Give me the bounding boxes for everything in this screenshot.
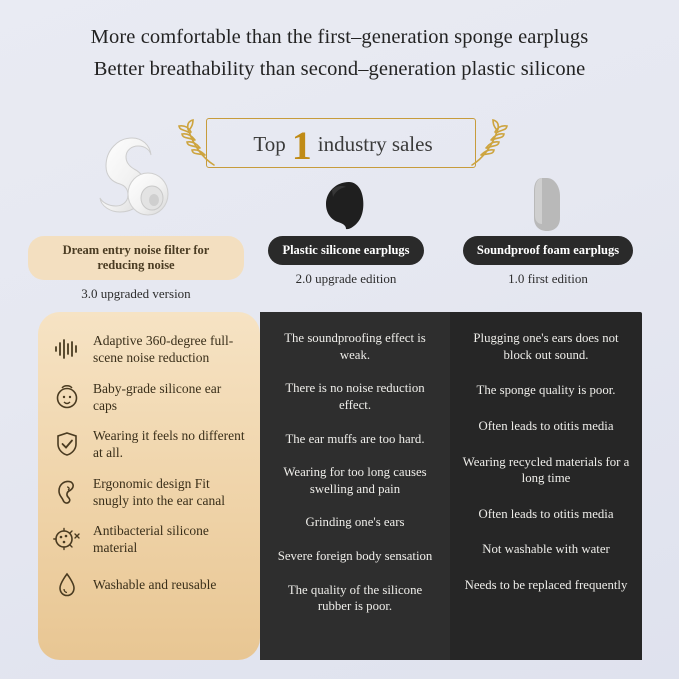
product-edition-2: 2.0 upgrade edition [295, 271, 397, 286]
con-item: Wearing recycled materials for a long time [462, 454, 630, 486]
product-name-pill-1: Dream entry noise filter for reducing noise [28, 236, 244, 280]
column-foam-cons [450, 312, 642, 660]
con-item: Severe foreign body sensation [277, 549, 433, 563]
feature-label: Ergonomic design Fit snugly into the ear canal [93, 475, 225, 508]
feature-label: Adaptive 360-degree full-scene noise reduction [93, 333, 234, 366]
con-item: Wearing for too long causes swelling and pain [283, 465, 427, 496]
black-silicone-earplug-icon [316, 176, 376, 236]
con-item: Needs to be replaced frequently [464, 578, 628, 592]
water-drop-icon [52, 570, 82, 600]
product-name-pill-3: Soundproof foam earplugs [463, 236, 633, 265]
shield-check-icon [52, 429, 82, 459]
product-image-3 [448, 118, 648, 236]
banner-suffix: industry sales [317, 131, 433, 156]
ear-icon [52, 477, 82, 507]
antibacterial-germ-icon [52, 524, 82, 554]
comparison-table [38, 312, 642, 660]
product-card-3 [448, 118, 648, 287]
product-edition-1: 3.0 upgraded version [81, 286, 191, 301]
product-card-2 [248, 118, 444, 287]
con-item: The quality of the silicone rubber is poor. [287, 582, 423, 614]
con-item: Plugging one's ears does not block out sound. [473, 331, 619, 362]
feature-label: Wearing it feels no different at all. [93, 428, 245, 461]
con-item: The soundproofing effect is weak. [284, 331, 426, 362]
headline-line-2: Better breathability than second–generation plastic silicone [93, 57, 586, 80]
feature-label: Antibacterial silicone material [93, 523, 209, 556]
feature-label: Washable and reusable [93, 577, 217, 593]
con-item: Often leads to otitis media [478, 506, 614, 521]
product-image-1 [28, 118, 244, 236]
con-item: There is no noise reduction effect. [285, 381, 425, 412]
headline-block [0, 0, 679, 86]
product-edition-3: 1.0 first edition [508, 271, 588, 286]
banner-rank-number: 1 [291, 123, 312, 168]
feature-row [52, 475, 248, 510]
headline-line-1: More comfortable than the first–generation sponge earplugs [90, 26, 589, 48]
con-item: Not washable with water [482, 542, 610, 557]
column-plastic-silicone-cons [260, 312, 450, 660]
product-row [0, 118, 679, 308]
product-card-1 [28, 118, 244, 302]
feature-row [52, 522, 248, 557]
product-name-pill-2: Plastic silicone earplugs [268, 236, 423, 265]
feature-row [52, 332, 248, 367]
feature-row [52, 570, 248, 600]
con-item: The sponge quality is poor. [476, 383, 616, 398]
baby-face-icon [52, 382, 82, 412]
con-item: Often leads to otitis media [478, 418, 614, 433]
banner-prefix: Top [253, 131, 286, 156]
feature-row [52, 380, 248, 415]
white-earbud-icon [88, 132, 184, 236]
product-image-2 [248, 118, 444, 236]
sound-wave-icon [52, 334, 82, 364]
feature-row [52, 427, 248, 462]
con-item: Grinding one's ears [305, 515, 405, 530]
con-item: The ear muffs are too hard. [285, 431, 425, 446]
column-features [38, 312, 260, 660]
grey-foam-earplug-icon [528, 174, 568, 236]
feature-label: Baby-grade silicone ear caps [93, 380, 222, 413]
